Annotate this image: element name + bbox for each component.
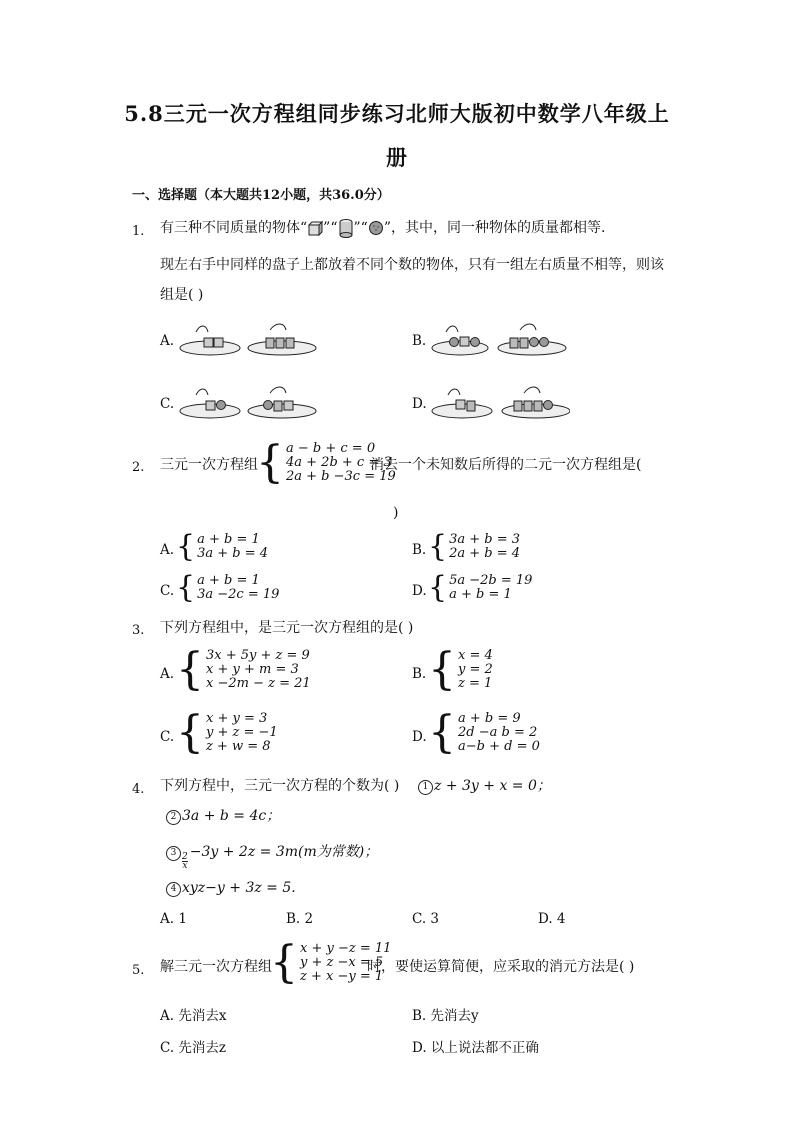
brace-icon: { (428, 644, 456, 695)
equation-line: a + b = 1 (197, 573, 260, 588)
fraction (182, 853, 188, 870)
question-2-option-c-label[interactable]: C. (160, 583, 175, 599)
question-1-number: 1. (132, 224, 145, 239)
equation-line: x + y + m = 3 (206, 662, 299, 677)
fraction-denominator: x (182, 861, 188, 871)
equation-line: 3x + 5y + z = 9 (206, 648, 310, 663)
question-5-option-d[interactable]: D. 以上说法都不正确 (412, 1040, 539, 1056)
question-3-text: 下列方程组中，是三元一次方程组的是( ) (160, 620, 414, 636)
question-2-option-a-label[interactable]: A. (160, 542, 175, 558)
equation-line: y + z −x = 5 (300, 955, 384, 970)
question-1-option-a-image[interactable] (178, 320, 318, 362)
question-1-option-a-label[interactable]: A. (160, 333, 175, 349)
question-4-text: 下列方程中，三元一次方程的个数为( ) (160, 778, 400, 794)
question-1-line-3: 组是( ) (160, 287, 204, 303)
brace-icon: { (428, 707, 456, 758)
equation-line: 3a + b = 3 (449, 532, 521, 547)
equation-line: x = 4 (458, 648, 493, 663)
circled-number-icon: 2 (166, 810, 181, 825)
question-5-prefix: 解三元一次方程组 (160, 959, 272, 975)
question-3-option-d[interactable] (428, 707, 540, 758)
question-5-option-a[interactable]: A. 先消去x (160, 1008, 227, 1024)
question-4-item-3 (166, 842, 378, 870)
question-3-option-b-label[interactable]: B. (412, 666, 427, 682)
question-1-option-d-label[interactable]: D. (412, 396, 427, 412)
equation-text: 3a + b = 4c； (182, 808, 281, 824)
question-4-option-d[interactable]: D. 4 (538, 911, 566, 927)
equation-line: 4a + 2b + c = 3 (286, 455, 392, 470)
equation-line: a + b = 1 (197, 532, 260, 547)
question-4-option-a[interactable]: A. 1 (160, 911, 187, 927)
section-heading: 一、选择题（本大题共12小题，共36.0分） (132, 188, 390, 203)
equation-line: z = 1 (458, 676, 493, 691)
brace-icon: { (176, 529, 196, 564)
question-1-quote: ”“ (323, 220, 338, 236)
question-4-number: 4. (132, 782, 145, 797)
equation-text: xyz−y + 3z = 5. (182, 880, 296, 896)
question-2-option-b-label[interactable]: B. (412, 542, 427, 558)
page-title-continued: 册 (386, 145, 408, 170)
equation-line: x + y = 3 (206, 711, 268, 726)
circled-number-icon: 1 (418, 780, 433, 795)
question-3-option-c-label[interactable]: C. (160, 729, 175, 745)
equation-line: z + w = 8 (206, 739, 271, 754)
brace-icon: { (176, 644, 204, 695)
question-1-text-a: 有三种不同质量的物体“ (160, 220, 308, 236)
circled-number-icon: 3 (166, 846, 181, 861)
equation-line: a − b + c = 0 (286, 441, 376, 456)
equation-line: 3a −2c = 19 (197, 587, 280, 602)
question-1-line-2: 现左右手中同样的盘子上都放着不同个数的物体，只有一组左右质量不相等，则该 (160, 257, 664, 273)
cube-object-icon (307, 220, 323, 236)
question-3-number: 3. (132, 623, 145, 638)
question-1-option-c-label[interactable]: C. (160, 396, 175, 412)
question-2-option-d-label[interactable]: D. (412, 583, 427, 599)
brace-icon: { (176, 570, 196, 605)
equation-line: a + b = 9 (458, 711, 521, 726)
cylinder-object-icon (338, 218, 354, 238)
question-2-prefix: 三元一次方程组 (160, 457, 258, 473)
question-2-number: 2. (132, 460, 145, 475)
question-4-item-1 (418, 776, 551, 796)
question-2-close-paren: ) (393, 505, 399, 521)
question-2-option-c[interactable] (176, 570, 280, 605)
equation-line: x −2m − z = 21 (206, 676, 311, 691)
circled-number-icon: 4 (166, 882, 181, 897)
question-2-suffix: 消去一个未知数后所得的二元一次方程组是( (370, 457, 642, 473)
question-2-option-d[interactable] (428, 570, 533, 605)
question-2-option-b[interactable] (428, 529, 521, 564)
brace-icon: { (428, 529, 448, 564)
question-3-option-a-label[interactable]: A. (160, 666, 175, 682)
question-3-option-c[interactable] (176, 707, 278, 758)
equation-line: 2a + b −3c = 19 (286, 469, 396, 484)
equation-line: 5a −2b = 19 (449, 573, 533, 588)
brace-icon: { (256, 437, 284, 488)
question-4-item-2 (166, 806, 280, 826)
question-1-text-b: ”，其中，同一种物体的质量都相等. (383, 220, 606, 236)
equation-line: a + b = 1 (449, 587, 512, 602)
equation-line: y + z = −1 (206, 725, 278, 740)
equation-line: x + y −z = 11 (300, 941, 392, 956)
question-1-option-c-image[interactable] (178, 383, 318, 425)
equation-line: z + x −y = 1 (300, 969, 384, 984)
question-3-option-a[interactable] (176, 644, 311, 695)
question-4-option-b[interactable]: B. 2 (286, 911, 314, 927)
question-4-item-4 (166, 878, 296, 898)
question-5-option-c[interactable]: C. 先消去z (160, 1040, 227, 1056)
equation-line: 2d −a b = 2 (458, 725, 538, 740)
brace-icon: { (176, 707, 204, 758)
question-3-option-b[interactable] (428, 644, 493, 695)
fraction-numerator: 2 (182, 852, 188, 862)
question-4-option-c[interactable]: C. 3 (412, 911, 440, 927)
equation-line: y = 2 (458, 662, 493, 677)
question-5-option-b[interactable]: B. 先消去y (412, 1008, 479, 1024)
question-3-option-d-label[interactable]: D. (412, 729, 427, 745)
question-1-option-b-label[interactable]: B. (412, 333, 427, 349)
equation-text: z + 3y + x = 0； (434, 778, 551, 794)
equation-line: 2a + b = 4 (449, 546, 521, 561)
question-5-number: 5. (132, 963, 145, 978)
question-2-option-a[interactable] (176, 529, 269, 564)
equation-text: −3y + 2z = 3m(m为常数)； (189, 844, 379, 860)
equation-line: 3a + b = 4 (197, 546, 269, 561)
question-1-line-1 (160, 218, 605, 238)
brace-icon: { (270, 937, 298, 988)
sphere-object-icon (368, 220, 384, 236)
question-1-option-b-image[interactable] (430, 320, 570, 362)
question-5-suffix: 时，要使运算简便，应采取的消元方法是( ) (367, 959, 635, 975)
page-title: 5.8三元一次方程组同步练习北师大版初中数学八年级上 (124, 101, 670, 126)
equation-line: a−b + d = 0 (458, 739, 540, 754)
brace-icon: { (428, 570, 448, 605)
question-1-quote-2: ”“ (353, 220, 368, 236)
question-1-option-d-image[interactable] (430, 383, 570, 425)
